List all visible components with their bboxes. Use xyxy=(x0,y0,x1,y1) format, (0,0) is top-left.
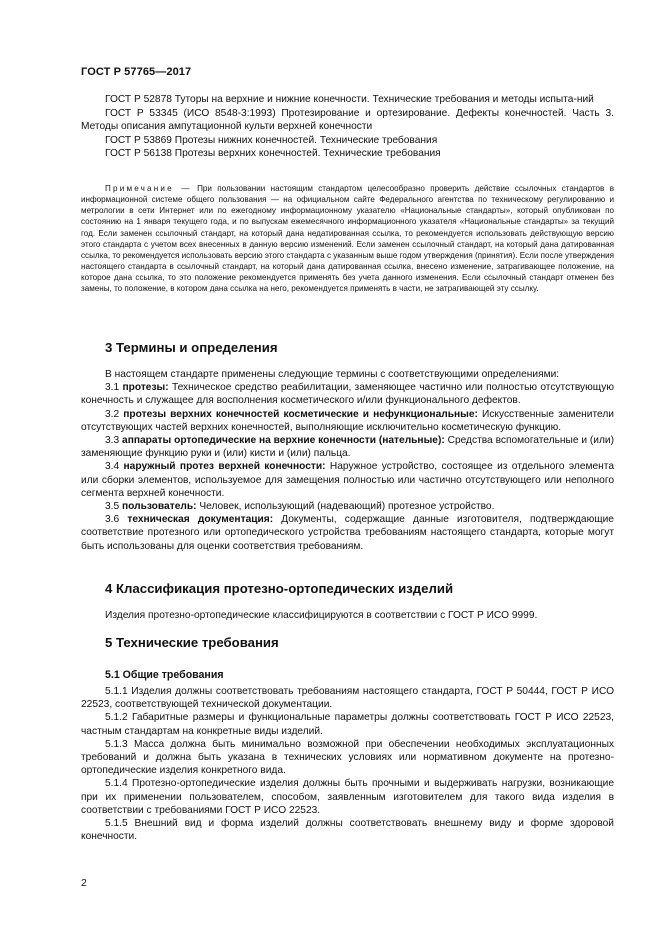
reference-code: ГОСТ Р 52878 xyxy=(105,94,172,105)
reference-code: ГОСТ Р 53869 xyxy=(105,134,172,146)
term-name: техническая документация: xyxy=(127,514,274,526)
reference-code: ГОСТ Р 53345 (ИСО 8548-3:1993) xyxy=(105,107,276,119)
reference-code: ГОСТ Р 56138 xyxy=(105,148,172,159)
term-definition: Наружное устройство, состоящее из отдельного элемента или сборки элементов, используемое для замещения полностью или частично отсутствующего или неполного сегмента верхней конечности. xyxy=(81,461,614,499)
page-number: 2 xyxy=(81,877,87,889)
reference-title: Протезирование и ортезирование. Дефекты конечностей. Часть 3. Методы описания ампутационной культи верхней конечности xyxy=(81,107,614,132)
term-item xyxy=(81,381,614,407)
document-header: ГОСТ Р 57765—2017 xyxy=(81,66,192,78)
reference-title: Протезы нижних конечностей. Технические требования xyxy=(174,134,438,146)
normative-references xyxy=(81,93,614,161)
term-item xyxy=(81,460,614,500)
requirement-item: 5.1.5 Внешний вид и форма изделий должны соответствовать внешнему виду и форме здоровой конечности. xyxy=(81,818,614,843)
reference-item xyxy=(81,107,614,134)
term-number: 3.3 xyxy=(105,435,120,447)
term-number: 3.4 xyxy=(105,461,120,473)
section-paragraph: Изделия протезно-ортопедические классифицируются в соответствии с ГОСТ Р ИСО 9999. xyxy=(105,610,538,621)
reference-title: Протезы верхних конечностей. Технические требования xyxy=(174,148,441,159)
note-paragraph xyxy=(81,183,614,295)
term-name: наружный протез верхней конечности: xyxy=(123,461,326,473)
term-number: 3.2 xyxy=(105,408,120,420)
reference-title: Туторы на верхние и нижние конечности. Технические требования и методы испыта-ний xyxy=(174,94,594,105)
term-name: протезы верхних конечностей косметические и нефункциональные: xyxy=(123,408,478,420)
requirement-item: 5.1.3 Масса должна быть минимально возможной при обеспечении необходимых эксплуатационных требований и должна быть указана в технических условиях или нормативном документе на протезно-ортопедические изделия конкретного вида. xyxy=(81,738,614,777)
term-name: протезы: xyxy=(122,382,169,394)
section-heading: 4 Классификация протезно-ортопедических изделий xyxy=(105,581,454,596)
section-3-body xyxy=(81,368,614,553)
term-item xyxy=(81,513,614,553)
reference-item xyxy=(81,93,614,107)
term-definition: Искусственные заменители отсутствующих частей верхних конечностей, выполняющие исключительно косметическую функцию. xyxy=(81,408,614,433)
term-number: 3.6 xyxy=(105,514,120,526)
section-5-header xyxy=(81,635,614,650)
subsection-5-1-body xyxy=(81,685,614,843)
note-label: Примечание — xyxy=(105,184,192,193)
term-item xyxy=(81,434,614,460)
requirement-item: 5.1.1 Изделия должны соответствовать требованиям настоящего стандарта, ГОСТ Р 50444, ГОСТ Р ИСО 22523, соответствующей технической документации. xyxy=(81,686,614,711)
section-intro: В настоящем стандарте применены следующие термины с соответствующими определениями: xyxy=(105,369,560,380)
term-definition: Документы, содержащие данные изготовителя, подтверждающие соответствие протезного или ортопедического устройства требованиям настоящего стандарта, которые могут быть использованы для оценки соответствия требованиям. xyxy=(81,514,614,552)
note-text: При пользовании настоящим стандартом целесообразно проверить действие ссылочных стандартов в информационной системе общего пользования — на официальном сайте Федерального агентства по техническому регулированию и метрологии в сети Интернет или по ежегодному информационному указателю «Национальные стандарты», который опубликован по состоянию на 1 января текущего года, и по выпускам ежемесячного информационного указателя «Национальные стандарты» за текущий год. Если заменен ссылочный стандарт, на который дана недатированная ссылка, то рекомендуется использовать действующую версию этого стандарта с учетом всех внесенных в данную версию изменений. Если заменен ссылочный стандарт, на который дана датированная ссылка, то рекомендуется использовать версию этого стандарта с указанным выше годом утверждения (принятия). Если после утверждения настоящего стандарта в ссылочный стандарт, на который дана датированная ссылка, внесено изменение, затрагивающее положение, на которое дана ссылка, то это положение рекомендуется применять без учета данного изменения. Если ссылочный стандарт отменен без замены, то положение, в котором дана ссылка на него, рекомендуется применять в части, не затрагивающей эту ссылку. xyxy=(81,184,615,294)
section-4-header xyxy=(81,581,614,596)
requirement-item: 5.1.2 Габаритные размеры и функциональные параметры должны соответствовать ГОСТ Р ИСО 22523, частным стандартам на конкретные виды изделий. xyxy=(81,712,614,737)
term-item xyxy=(81,408,614,434)
subsection-heading: 5.1 Общие требования xyxy=(105,669,224,681)
term-name: пользователь: xyxy=(122,501,197,513)
requirement-item: 5.1.4 Протезно-ортопедические изделия должны быть прочными и выдерживать нагрузки, возникающие при их применении пользователем, способом, заявленным изготовителем для такого вида изделия в соответствии с требованиями ГОСТ Р ИСО 22523. xyxy=(81,778,614,816)
term-name: аппараты ортопедические на верхние конечности (нательные): xyxy=(122,435,445,447)
term-definition: Человек, использующий (надевающий) протезное устройство. xyxy=(199,501,495,513)
term-definition: Техническое средство реабилитации, заменяющее частично или полностью отсутствующую конечность и служащее для восполнения косметического и/или функционального дефектов. xyxy=(81,382,614,407)
section-heading: 5 Технические требования xyxy=(105,635,279,650)
term-item xyxy=(81,500,614,513)
term-number: 3.1 xyxy=(105,382,120,394)
reference-item xyxy=(81,147,614,161)
term-definition: Средства вспомогательные и (или) заменяющие функцию руки и (или) кисти и (или) пальца. xyxy=(81,435,614,460)
section-heading: 3 Термины и определения xyxy=(105,340,278,355)
section-4-body xyxy=(81,609,614,622)
reference-item xyxy=(81,134,614,148)
section-3-header xyxy=(81,340,614,355)
term-number: 3.5 xyxy=(105,501,120,513)
subsection-5-1-header xyxy=(81,669,614,681)
